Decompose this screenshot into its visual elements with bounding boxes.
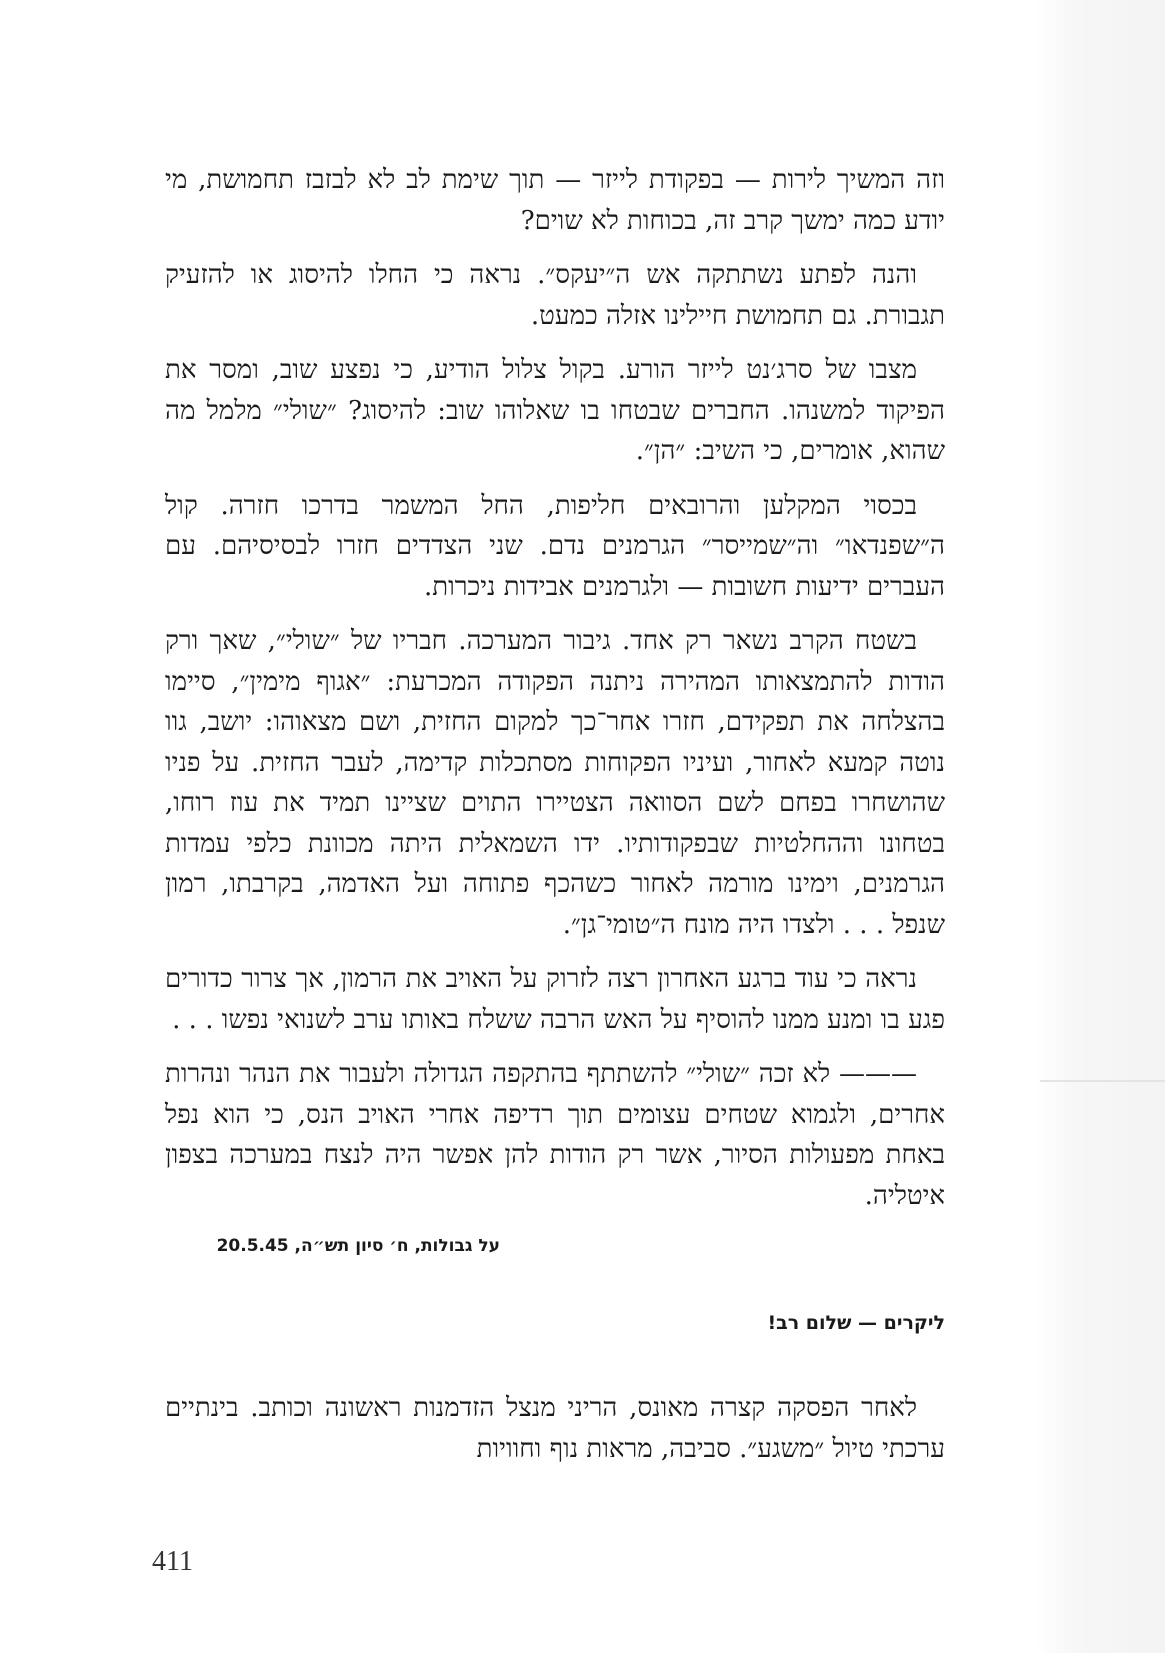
paragraph-1: וזה המשיך לירות — בפקודת לייזר — תוך שימת לב לא לבזבז תחמושת, מי יודע כמה ימשך קרב זה, בכוחות לא שוים? — [165, 165, 945, 236]
main-text-column — [165, 160, 945, 1230]
letter-date-line: על גבולות, ח׳ סיון תש״ה, 20.5.45 — [216, 1236, 500, 1256]
paragraph-4: בכסוי המקלען והרובאים חליפות, החל המשמר בדרכו חזרה. קול ה״שפנדאו״ וה״שמייסר״ הגרמנים נדם. שני הצדדים חזרו לבסיסיהם. עם העברים ידיעות חשובות — ולגרמנים אבידות ניכרות. — [165, 490, 945, 602]
paragraph-2: והנה לפתע נשתתקה אש ה״יעקס״. נראה כי החלו להיסוג או להזעיק תגבורת. גם תחמושת חיילינו אזלה כמעט. — [165, 260, 945, 331]
paragraph-5: בשטח הקרב נשאר רק אחד. גיבור המערכה. חבריו של ״שולי״, שאך ורק הודות להתמצאותו המהירה ניתנה הפקודה המכרעת: ״אגוף מימין״, סיימו בהצלחה את תפקידם, חזרו אחר־כך למקום החזית, ושם מצאוהו: יושב, גוו נוטה קמעא לאחור, ועיניו הפקוחות מסתכלות קדימה, לעבר החזית. על פניו שהושחרו בפחם לשם הסוואה הצטיירו התוים שציינו תמיד את עוז רוחו, בטחונו וההחלטיות שבפקודותיו. ידו השמאלית היתה מכוונת כלפי עמדות הגרמנים, וימינו מורמה לאחור כשהכף פתוחה ועל האדמה, בקרבתו, רמון שנפל . . . ולצדו היה מונח ה״טומי־גן״. — [165, 626, 945, 940]
paragraph-7: ——— לא זכה ״שולי״ להשתתף בהתקפה הגדולה ולעבור את הנהר ונהרות אחרים, ולגמוא שטחים עצומים תוך רדיפה אחרי האויב הנס, כי הוא נפל באחת מפעולות הסיור, אשר רק הודות להן אפשר היה לנצח במערכה בצפון איטליה. — [165, 1059, 945, 1211]
scan-mark — [1040, 1080, 1165, 1082]
letter-body: לאחר הפסקה קצרה מאונס, הריני מנצל הזדמנות ראשונה וכותב. בינתיים ערכתי טיול ״משגע״. סביבה, מראות נוף וחוויות — [165, 1393, 945, 1464]
page-number: 411 — [152, 1546, 193, 1577]
paragraph-6: נראה כי עוד ברגע האחרון רצה לזרוק על האויב את הרמון, אך צרור כדורים פגע בו ומנע ממנו להוסיף על האש הרבה ששלח באותו ערב לשנואי נפשו . . . — [165, 964, 945, 1035]
scan-edge — [1035, 0, 1165, 1653]
paragraph-3: מצבו של סרג׳נט לייזר הורע. בקול צלול הודיע, כי נפצע שוב, ומסר את הפיקוד למשנהו. החברים שבטחו בו שאלוהו שוב: להיסוג? ״שולי״ מלמל מה שהוא, אומרים, כי השיב: ״הן״. — [165, 355, 945, 466]
letter-greeting: ליקרים — שלום רב! — [767, 1312, 945, 1334]
